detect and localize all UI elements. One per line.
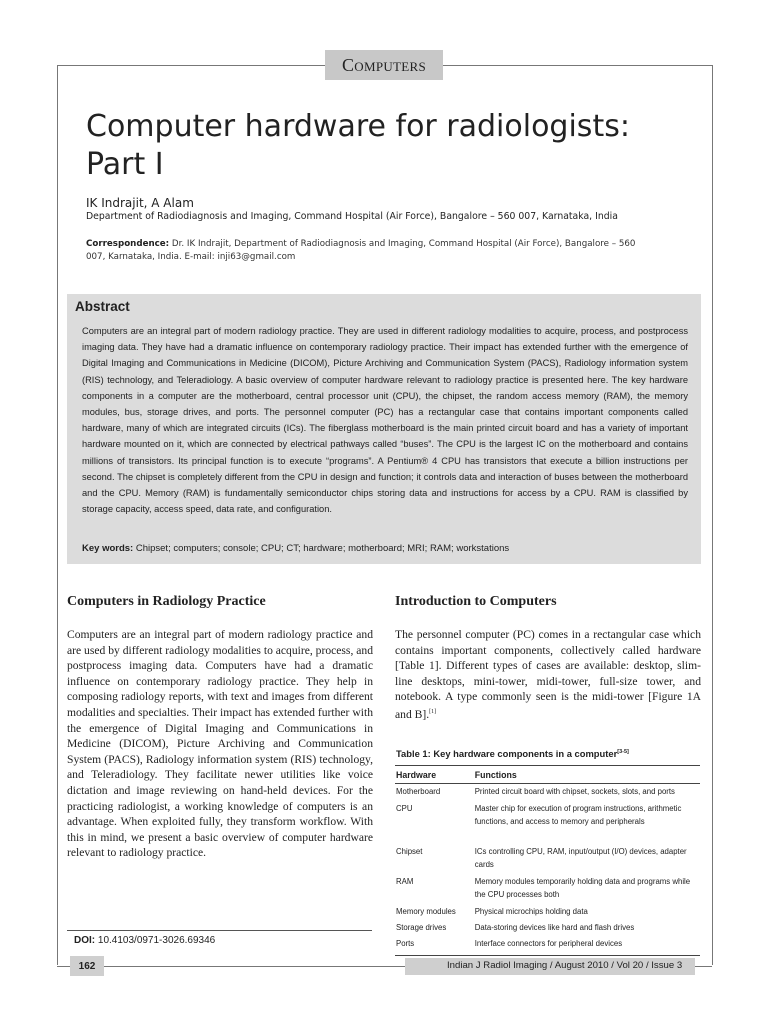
keywords	[82, 543, 509, 554]
table-bottom-rule	[395, 955, 700, 956]
table-header-row	[395, 766, 700, 783]
table-cell-hardware: Ports	[396, 939, 415, 948]
doi-label: DOI:	[74, 935, 96, 946]
article-title: Computer hardware for radiologists: Part I	[86, 109, 630, 182]
correspondence	[86, 238, 656, 264]
right-column-heading: Introduction to Computers	[395, 594, 557, 609]
table-row	[395, 846, 700, 876]
journal-footer: Indian J Radiol Imaging / August 2010 / Vol 20 / Issue 3	[447, 960, 683, 971]
keywords-label: Key words:	[82, 543, 134, 554]
correspondence-label: Correspondence:	[86, 239, 170, 249]
table-cell-hardware: Motherboard	[396, 787, 441, 796]
table-row	[395, 876, 700, 906]
abstract-heading: Abstract	[75, 299, 130, 314]
doi-value: 10.4103/0971-3026.69346	[95, 935, 216, 946]
table-caption	[396, 748, 629, 759]
left-column-heading: Computers in Radiology Practice	[67, 594, 266, 609]
table-caption-ref: [3-5]	[617, 748, 629, 755]
table-caption-text: Table 1: Key hardware components in a computer	[396, 748, 618, 759]
right-column-body	[395, 627, 701, 722]
table-cell-hardware: Storage drives	[396, 923, 447, 932]
table-header-functions: Functions	[474, 769, 517, 780]
table-cell-hardware: Memory modules	[396, 907, 456, 916]
table-cell-function: Master chip for execution of program instructions, arithmetic functions, and access to memory and peripherals	[474, 804, 682, 826]
reference-marker: [1]	[429, 708, 437, 715]
frame-top-right-rule	[443, 65, 713, 66]
table-cell-function: Physical microchips holding data	[474, 907, 588, 916]
abstract-body: Computers are an integral part of modern radiology practice. They are used in different radiology modalities to acquire, process, and postprocess imaging data. They have had a dramatic influence on contemporary radiology practice. Their impact has extended further with the emergence of Digital Imaging and Communications in Medicine (DICOM), Picture Archiving and Communication System (PACS), Radiology information system (RIS) technology, and Teleradiology. A basic overview of computer hardware relevant to radiology practice is presented here. The key hardware components in a computer are the motherboard, central processor unit (CPU), the chipset, the random access memory (RAM), the memory modules, bus, storage drives, and ports. The personnel computer (PC) has a rectangular case that contains important components called hardware, many of which are integrated circuits (ICs). The fiberglass motherboard is the main printed circuit board and has a variety of important hardware mounted on it, which are connected by electrical pathways called “buses”. The CPU is the largest IC on the motherboard and contains millions of transistors. Its principal function is to execute “programs”. A Pentium® 4 CPU has transistors that execute a billion instructions per second. The chipset is completely different from the CPU in design and function; it controls data and interaction of buses between the motherboard and the CPU. Memory (RAM) is fundamentally semiconductor chips storing data and instructions for access by a CPU. RAM is classified by storage capacity, access speed, data rate, and configuration.	[82, 326, 688, 515]
hardware-table	[395, 765, 700, 956]
table-cell-function: Data-storing devices like hard and flash drives	[474, 923, 635, 932]
abstract-box	[67, 294, 701, 564]
table-cell-hardware: CPU	[396, 804, 413, 813]
frame-left-rule	[57, 65, 58, 965]
authors: IK Indrajit, A Alam	[86, 196, 194, 210]
correspondence-text: Dr. IK Indrajit, Department of Radiodiagnosis and Imaging, Command Hospital (Air Force), Bangalore – 560 007, Karnataka, India. E-mail: inji63@gmail.com	[86, 239, 636, 262]
left-column-body: Computers are an integral part of modern radiology practice and are used by different radiology modalities to acquire, process, and postprocess imaging data. Computers have had a dramatic influence on contemporary radiology practice. They help in composing radiology reports, with text and images from different modalities and specialties. Their impact has extended further with the emergence of Digital Imaging and Communications in Medicine (DICOM), Picture Archiving and Communication System (PACS), Radiology information system (RIS) technology, and Teleradiology. They facilitate newer utilities like voice dictation and image reviewing on hand-held devices. For the practicing radiologist, a working knowledge of computers is an advantage. When exploited fully, they transform workflow. With this in mind, we present a basic overview of computer hardware relevant to radiology practice.	[67, 628, 373, 860]
table-row	[395, 786, 700, 803]
table-row	[395, 906, 700, 922]
table-header-rule	[395, 783, 700, 784]
table-header-hardware: Hardware	[396, 769, 437, 780]
table-cell-function: Printed circuit board with chipset, sockets, slots, and ports	[474, 787, 675, 796]
frame-top-left-rule	[57, 65, 325, 66]
table-cell-function: ICs controlling CPU, RAM, input/output (I/O) devices, adapter cards	[474, 847, 687, 869]
table-cell-hardware: Chipset	[396, 847, 423, 856]
section-tab: Computers	[325, 50, 443, 80]
doi	[74, 935, 215, 946]
table-row	[395, 922, 700, 938]
table-cell-hardware: RAM	[396, 877, 414, 886]
frame-right-rule	[712, 65, 713, 965]
keywords-text: Chipset; computers; console; CPU; CT; hardware; motherboard; MRI; RAM; workstations	[133, 543, 510, 554]
department-affiliation: Department of Radiodiagnosis and Imaging, Command Hospital (Air Force), Bangalore – 560 007, Karnataka, India	[86, 211, 618, 222]
right-column-body-text: The personnel computer (PC) comes in a rectangular case which contains important components, collectively called hardware [Table 1]. Different types of cases are available: desktop, slim-line desktops, mini-tower, midi-tower, full-size tower, and notebook. A type commonly seen is the midi-tower [Figure 1A and B].	[395, 628, 701, 721]
table-row	[395, 803, 700, 846]
page-number: 162	[70, 956, 104, 976]
table-row	[395, 938, 700, 952]
doi-rule	[67, 930, 372, 931]
table-cell-function: Interface connectors for peripheral devices	[474, 939, 623, 948]
table-cell-function: Memory modules temporarily holding data and programs while the CPU processes both	[474, 877, 691, 899]
